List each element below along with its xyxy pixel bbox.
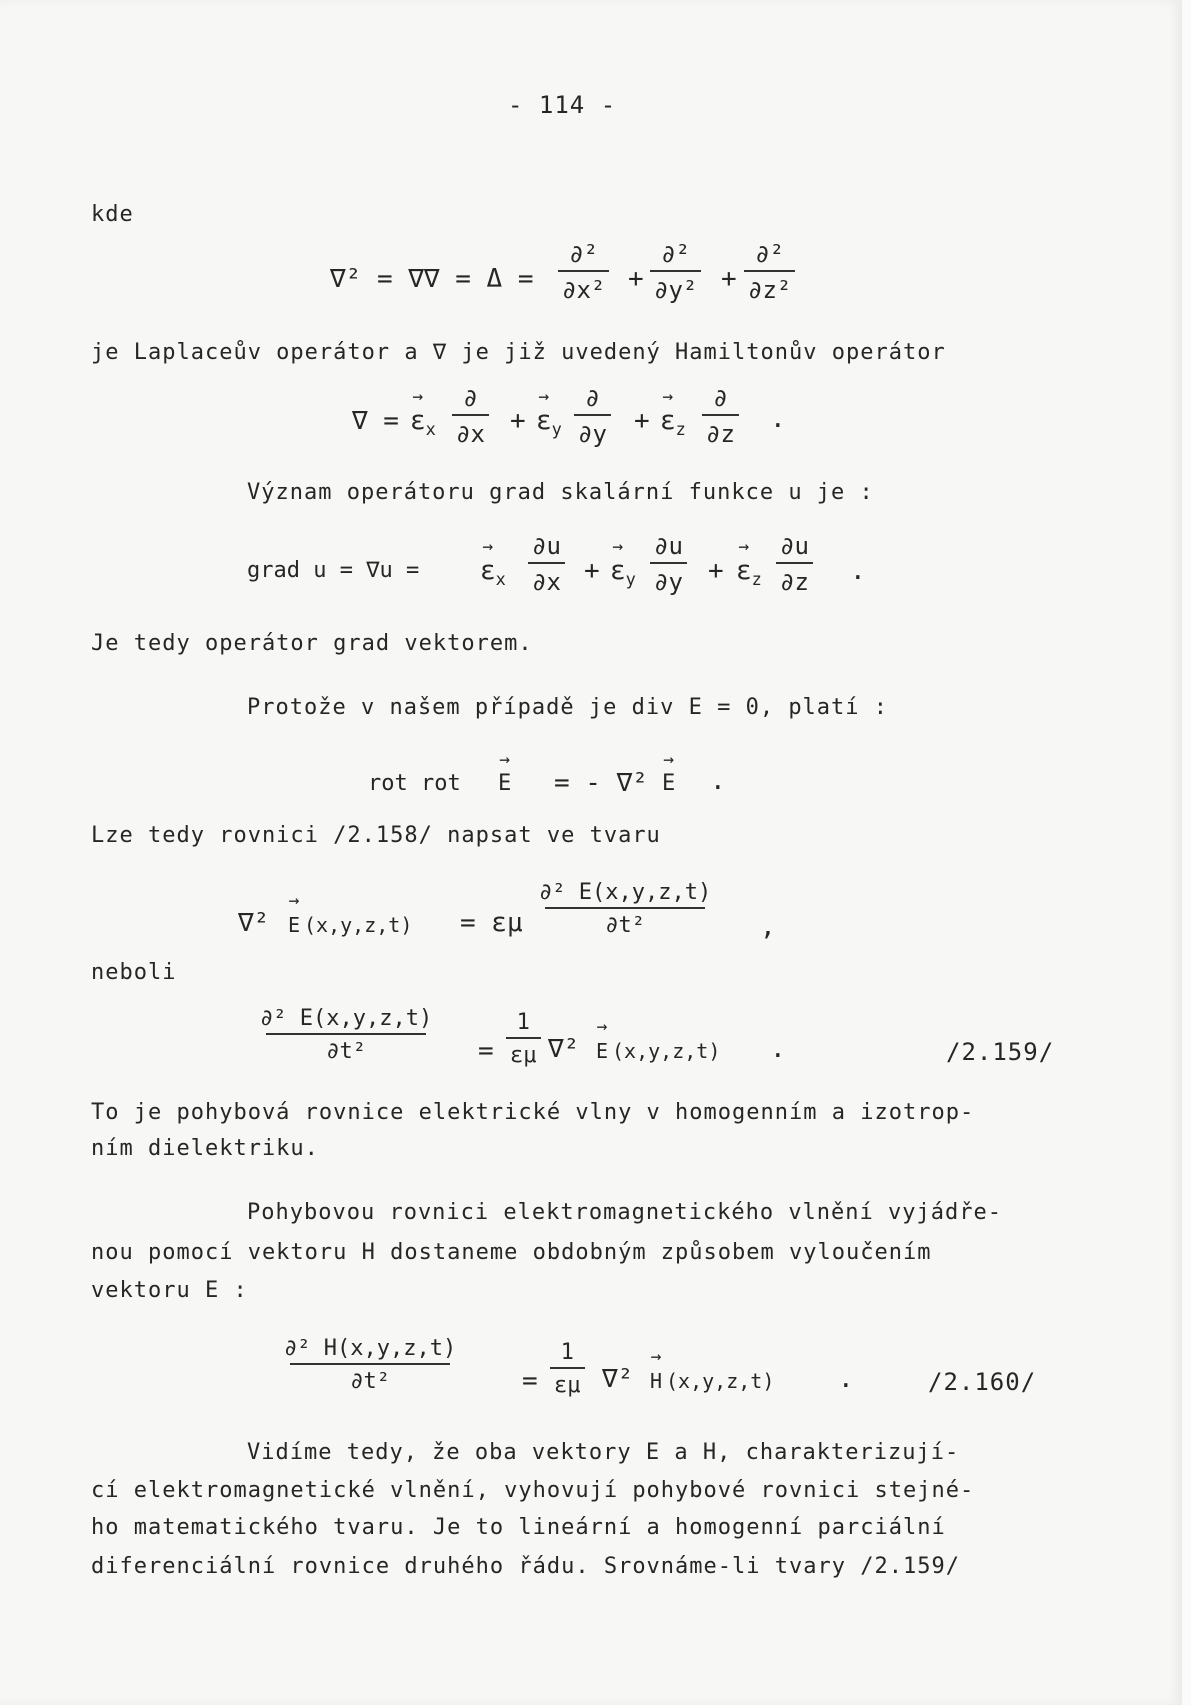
numerator: ∂² E(x,y,z,t) <box>539 880 712 905</box>
numerator: ∂² <box>569 240 599 268</box>
fraction-d2-dz2 <box>744 240 795 304</box>
text-pohyb-3: vektoru E : <box>91 1278 248 1303</box>
plus-sign: + <box>510 406 526 436</box>
period: . <box>838 1364 854 1394</box>
plus-sign: + <box>708 556 724 586</box>
numerator: ∂ <box>713 384 728 412</box>
fraction-d-dy <box>574 384 611 448</box>
numerator: ∂² H(x,y,z,t) <box>284 1336 457 1361</box>
text-to-je-2: ním dielektriku. <box>91 1136 319 1161</box>
equals: = <box>522 1366 538 1396</box>
text-vidime-4: diferenciální rovnice druhého řádu. Srovnáme-li tvary /2.159/ <box>91 1554 960 1579</box>
fraction-d2H-dt2 <box>280 1336 460 1394</box>
period: . <box>770 1034 786 1064</box>
vector-H: → H <box>650 1366 662 1396</box>
epsilon-y: → $\varepsilon_y$ <box>610 556 636 594</box>
denominator: εμ <box>506 1037 541 1068</box>
text-pohyb-2: nou pomocí vektoru H dostaneme obdobným způsobem vyloučením <box>91 1240 932 1265</box>
page-number: - 114 - <box>508 91 617 119</box>
rot-rot: rot rot <box>368 771 461 796</box>
text-kde: kde <box>91 202 134 227</box>
numerator: 1 <box>516 1010 530 1035</box>
wave-arg: (x,y,z,t) <box>304 913 413 937</box>
period: . <box>770 404 786 434</box>
text-lze: Lze tedy rovnici /2.158/ napsat ve tvaru <box>91 823 661 848</box>
equation-number-2-160: /2.160/ <box>928 1368 1037 1396</box>
wave-arg: (x,y,z,t) <box>612 1039 721 1063</box>
denominator: ∂x <box>452 414 489 448</box>
epsilon-x: → $\varepsilon_x$ <box>410 406 436 444</box>
numerator: ∂² <box>755 240 785 268</box>
text-protoze: Protože v našem případě je div E = 0, platí : <box>247 695 889 720</box>
equals: = <box>478 1036 494 1066</box>
numerator: ∂² E(x,y,z,t) <box>260 1006 433 1031</box>
text-to-je-1: To je pohybová rovnice elektrické vlny v homogenním a izotrop- <box>91 1100 975 1125</box>
fraction-d-dz <box>702 384 739 448</box>
text-neboli: neboli <box>91 960 177 985</box>
numerator: 1 <box>560 1340 574 1365</box>
fraction-d-dx <box>452 384 489 448</box>
fraction-d2E-dt2 <box>256 1006 436 1064</box>
numerator: ∂² <box>661 240 691 268</box>
laplace-lhs: ∇² = ∇∇ = Δ = <box>330 264 534 294</box>
fraction-1-epsmu <box>506 1010 541 1068</box>
text-laplace: je Laplaceův operátor a ∇ je již uvedený Hamiltonův operátor <box>91 340 946 365</box>
fraction-du-dx <box>528 532 565 596</box>
vector-E: → E <box>596 1036 608 1066</box>
text-je-tedy: Je tedy operátor grad vektorem. <box>91 631 533 656</box>
text-vidime-2: cí elektromagnetické vlnění, vyhovují pohybové rovnici stejné- <box>91 1478 975 1503</box>
fraction-du-dz <box>776 532 813 596</box>
fraction-1-epsmu <box>550 1340 585 1398</box>
plus-sign: + <box>634 406 650 436</box>
period: . <box>850 556 866 586</box>
denominator: ∂z <box>702 414 739 448</box>
vector-E: → E <box>288 910 300 940</box>
denominator: ∂y <box>574 414 611 448</box>
nabla2: ∇² <box>602 1364 634 1394</box>
fraction-d2-dy2 <box>650 240 701 304</box>
denominator: ∂z² <box>744 270 795 304</box>
epsilon-y: → $\varepsilon_y$ <box>536 406 562 444</box>
denominator: ∂x <box>528 562 565 596</box>
equation-number-2-159: /2.159/ <box>946 1038 1055 1066</box>
epsilon-z: → $\varepsilon_z$ <box>660 406 686 444</box>
fraction-du-dy <box>650 532 687 596</box>
plus-sign: + <box>584 556 600 586</box>
numerator: ∂ <box>585 384 600 412</box>
denominator: ∂y <box>650 562 687 596</box>
denominator: ∂t² <box>545 907 705 938</box>
nabla-eq: ∇ = <box>352 406 399 436</box>
numerator: ∂u <box>780 532 809 560</box>
denominator: ∂x² <box>558 270 609 304</box>
epsilon-x: → $\varepsilon_x$ <box>480 556 506 594</box>
epsilon-z: → $\varepsilon_z$ <box>736 556 762 594</box>
denominator: ∂t² <box>290 1363 450 1394</box>
numerator: ∂ <box>463 384 478 412</box>
numerator: ∂u <box>532 532 561 560</box>
fraction-d2E-dt2 <box>535 880 715 938</box>
denominator: ∂z <box>776 562 813 596</box>
wave-lhs-nabla: ∇² <box>238 908 270 938</box>
vector-E: → E <box>498 769 511 799</box>
plus-sign: + <box>721 264 737 294</box>
wave-arg: (x,y,z,t) <box>666 1369 775 1393</box>
rot-rhs: = - ∇² <box>554 768 648 798</box>
text-vyznam: Význam operátoru grad skalární funkce u je : <box>247 480 874 505</box>
denominator: εμ <box>550 1367 585 1398</box>
page-edge <box>1182 0 1191 1705</box>
text-vidime-3: ho matematického tvaru. Je to lineární a homogenní parciální <box>91 1515 946 1540</box>
period: . <box>710 766 726 796</box>
eps-mu-eq: = εμ <box>460 908 523 938</box>
text-vidime-1: Vidíme tedy, že oba vektory E a H, charakterizují- <box>247 1440 960 1465</box>
vector-E: → E <box>662 769 675 799</box>
comma: , <box>760 912 776 942</box>
grad-lhs: grad u = ∇u = <box>247 558 420 583</box>
numerator: ∂u <box>654 532 683 560</box>
nabla2: ∇² <box>548 1034 580 1064</box>
denominator: ∂y² <box>650 270 701 304</box>
plus-sign: + <box>628 264 644 294</box>
denominator: ∂t² <box>266 1033 426 1064</box>
fraction-d2-dx2 <box>558 240 609 304</box>
text-pohyb-1: Pohybovou rovnici elektromagnetického vlnění vyjádře- <box>247 1200 1002 1225</box>
